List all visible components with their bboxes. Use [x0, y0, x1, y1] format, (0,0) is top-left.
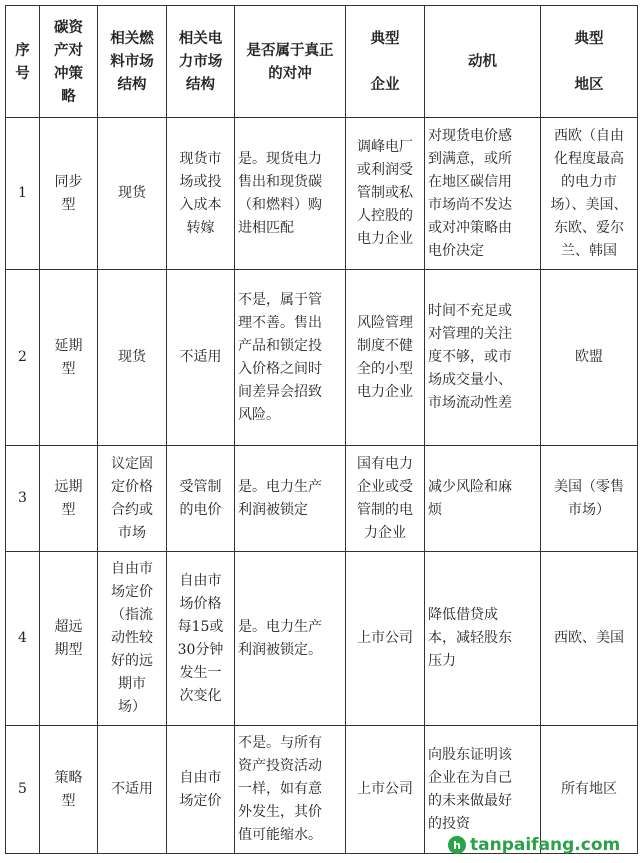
watermark-logo-icon: h: [448, 836, 466, 854]
watermark-text: tanpaifang.com: [470, 835, 621, 855]
cell-strategy: 远期 型: [40, 446, 98, 552]
cell-power-market: 受管制 的电价: [167, 446, 235, 552]
cell-motive: 对现货电价感 到满意，或所 在地区碳信用 市场尚不发达 或对冲策略由 电价决定: [425, 118, 541, 270]
cell-true-hedge: 是。电力生产 利润被锁定。: [235, 552, 346, 726]
cell-typical-company: 上市公司: [346, 726, 425, 854]
cell-typical-company: 上市公司: [346, 552, 425, 726]
cell-fuel-market: 不适用: [98, 726, 167, 854]
cell-strategy: 同步 型: [40, 118, 98, 270]
hedging-strategy-table: [5, 5, 638, 854]
cell-typical-region: 西欧（自由 化程度最高 的电力市 场）、美国、 东欧、爱尔 兰、韩国: [541, 118, 638, 270]
cell-true-hedge: 是。现货电力 售出和现货碳 （和燃料）购 进相匹配: [235, 118, 346, 270]
cell-motive: 降低借贷成 本，减轻股东 压力: [425, 552, 541, 726]
cell-index: 5: [6, 726, 40, 854]
cell-typical-region: 西欧、美国: [541, 552, 638, 726]
cell-power-market: 自由市 场定价: [167, 726, 235, 854]
cell-motive: 向股东证明该 企业在为自己 的未来做最好 的投资: [425, 726, 541, 854]
cell-index: 4: [6, 552, 40, 726]
cell-typical-region: 美国（零售 市场）: [541, 446, 638, 552]
header-row: [6, 6, 638, 118]
header-fuel-market: 相关燃 料市场 结构: [98, 6, 167, 118]
cell-true-hedge: 不是。与所有 资产投资活动 一样，如有意 外发生，其价 值可能缩水。: [235, 726, 346, 854]
cell-typical-region: 欧盟: [541, 270, 638, 446]
header-motive: 动机: [425, 6, 541, 118]
table-row: [6, 118, 638, 270]
cell-typical-company: 国有电力 企业或受 管制的电 力企业: [346, 446, 425, 552]
table-row: [6, 446, 638, 552]
cell-fuel-market: 自由市 场定价 （指流 动性较 好的远 期市 场）: [98, 552, 167, 726]
header-power-market: 相关电 力市场 结构: [167, 6, 235, 118]
cell-index: 2: [6, 270, 40, 446]
header-index: 序 号: [6, 6, 40, 118]
cell-power-market: 现货市 场或投 入成本 转嫁: [167, 118, 235, 270]
watermark: [448, 835, 620, 855]
cell-typical-company: 调峰电厂 或利润受 管制或私 人控股的 电力企业: [346, 118, 425, 270]
cell-typical-company: 风险管理 制度不健 全的小型 电力企业: [346, 270, 425, 446]
header-typical-region: 典型 地区: [541, 6, 638, 118]
header-strategy: 碳资 产对 冲策 略: [40, 6, 98, 118]
cell-strategy: 策略 型: [40, 726, 98, 854]
cell-fuel-market: 现货: [98, 118, 167, 270]
table-row: [6, 552, 638, 726]
cell-motive: 减少风险和麻 烦: [425, 446, 541, 552]
header-typical-company: 典型 企业: [346, 6, 425, 118]
cell-power-market: 不适用: [167, 270, 235, 446]
cell-fuel-market: 议定固 定价格 合约或 市场: [98, 446, 167, 552]
cell-true-hedge: 是。电力生产 利润被锁定: [235, 446, 346, 552]
cell-true-hedge: 不是，属于管 理不善。售出 产品和锁定投 入价格之间时 间差异会招致 风险。: [235, 270, 346, 446]
cell-index: 3: [6, 446, 40, 552]
cell-motive: 时间不充足或 对管理的关注 度不够，或市 场成交量小、 市场流动性差: [425, 270, 541, 446]
cell-strategy: 延期 型: [40, 270, 98, 446]
table-row: [6, 270, 638, 446]
cell-fuel-market: 现货: [98, 270, 167, 446]
header-true-hedge: 是否属于真正 的对冲: [235, 6, 346, 118]
cell-typical-region: 所有地区: [541, 726, 638, 854]
cell-index: 1: [6, 118, 40, 270]
cell-power-market: 自由市 场价格 每15或 30分钟 发生一 次变化: [167, 552, 235, 726]
cell-strategy: 超远 期型: [40, 552, 98, 726]
